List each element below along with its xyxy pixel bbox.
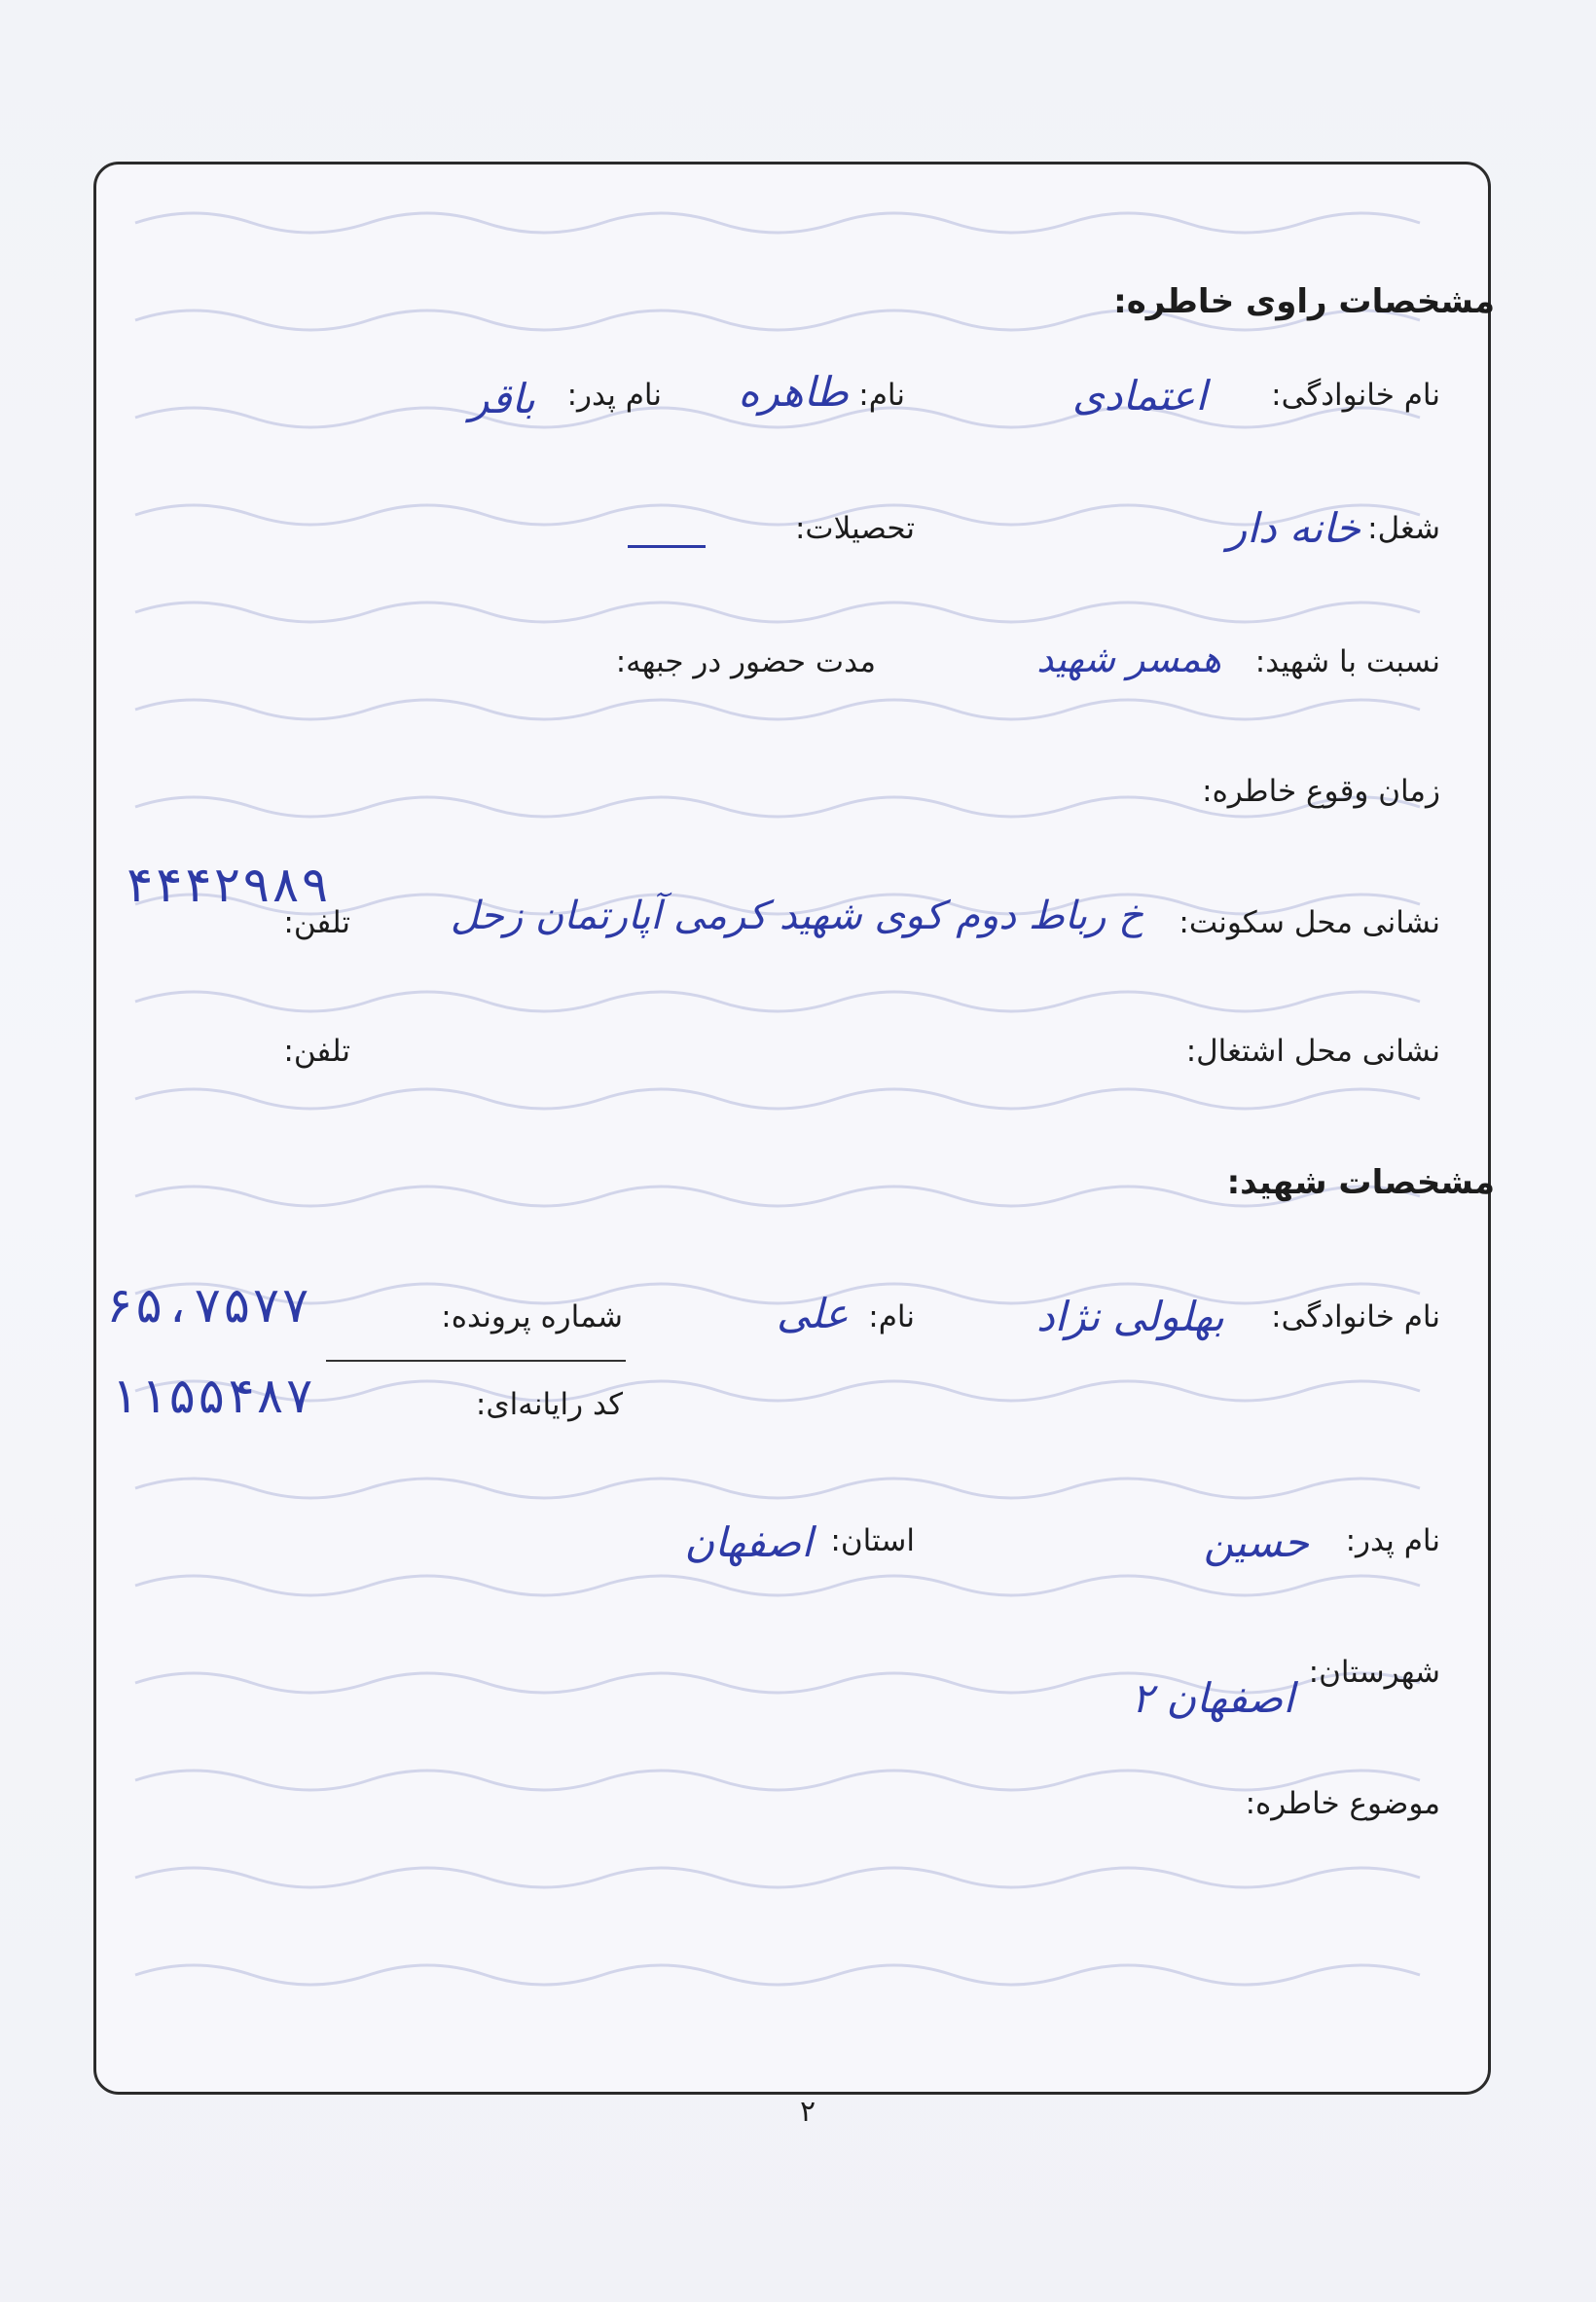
martyr-computer-code-label: کد رایانه‌ای:	[475, 1387, 623, 1422]
narrator-heading: مشخصات راوی خاطره:	[1113, 282, 1495, 321]
martyr-province-label: استان:	[830, 1523, 915, 1558]
narrator-address-label: نشانی محل سکونت:	[1179, 905, 1440, 940]
narrator-father-label: نام پدر:	[566, 378, 662, 413]
martyr-province-value: اصفهان	[684, 1518, 813, 1566]
narrator-father-value: باقر	[469, 375, 535, 422]
martyr-county-value: اصفهان ۲	[1131, 1674, 1294, 1722]
narrator-job-value: خانه دار	[1227, 504, 1360, 552]
narrator-relation-value: همسر شهید	[1036, 638, 1221, 680]
martyr-file-label: شماره پرونده:	[441, 1299, 623, 1334]
martyr-father-label: نام پدر:	[1345, 1523, 1440, 1558]
narrator-name-value: طاهره	[738, 368, 849, 416]
education-dash-mark	[628, 545, 706, 548]
martyr-family-value: بهلولی نژاد	[1035, 1293, 1224, 1340]
martyr-computer-code-value: ۱۱۵۵۴۸۷	[109, 1368, 314, 1424]
martyr-topic-label: موضوع خاطره:	[1245, 1786, 1440, 1821]
martyr-family-label: نام خانوادگی:	[1271, 1299, 1440, 1334]
martyr-name-label: نام:	[868, 1299, 915, 1334]
page-number: ۲	[799, 2095, 816, 2129]
narrator-front-label: مدت حضور در جبهه:	[615, 644, 876, 679]
narrator-job-label: شغل:	[1367, 511, 1440, 546]
narrator-work-phone-label: تلفن:	[283, 1034, 350, 1069]
martyr-county-label: شهرستان:	[1308, 1655, 1440, 1690]
file-number-rule	[326, 1360, 626, 1362]
narrator-education-label: تحصیلات:	[794, 511, 915, 546]
narrator-relation-label: نسبت با شهید:	[1254, 644, 1440, 679]
martyr-name-value: علی	[777, 1290, 849, 1337]
narrator-work-address-label: نشانی محل اشتغال:	[1185, 1034, 1440, 1069]
narrator-family-label: نام خانوادگی:	[1271, 378, 1440, 413]
martyr-heading: مشخصات شهید:	[1226, 1163, 1495, 1202]
narrator-phone-label: تلفن:	[283, 905, 350, 940]
narrator-time-label: زمان وقوع خاطره:	[1202, 774, 1440, 809]
narrator-name-label: نام:	[858, 378, 905, 413]
narrator-family-value: اعتمادی	[1071, 372, 1207, 420]
martyr-father-value: حسین	[1203, 1518, 1309, 1566]
narrator-phone-value: ۴۴۴۲۹۸۹	[125, 857, 330, 913]
narrator-address-value: خ رباط دوم کوی شهید کرمی آپارتمان زحل	[450, 894, 1143, 938]
martyr-file-value: ۶۵،۷۵۷۷	[105, 1277, 310, 1334]
